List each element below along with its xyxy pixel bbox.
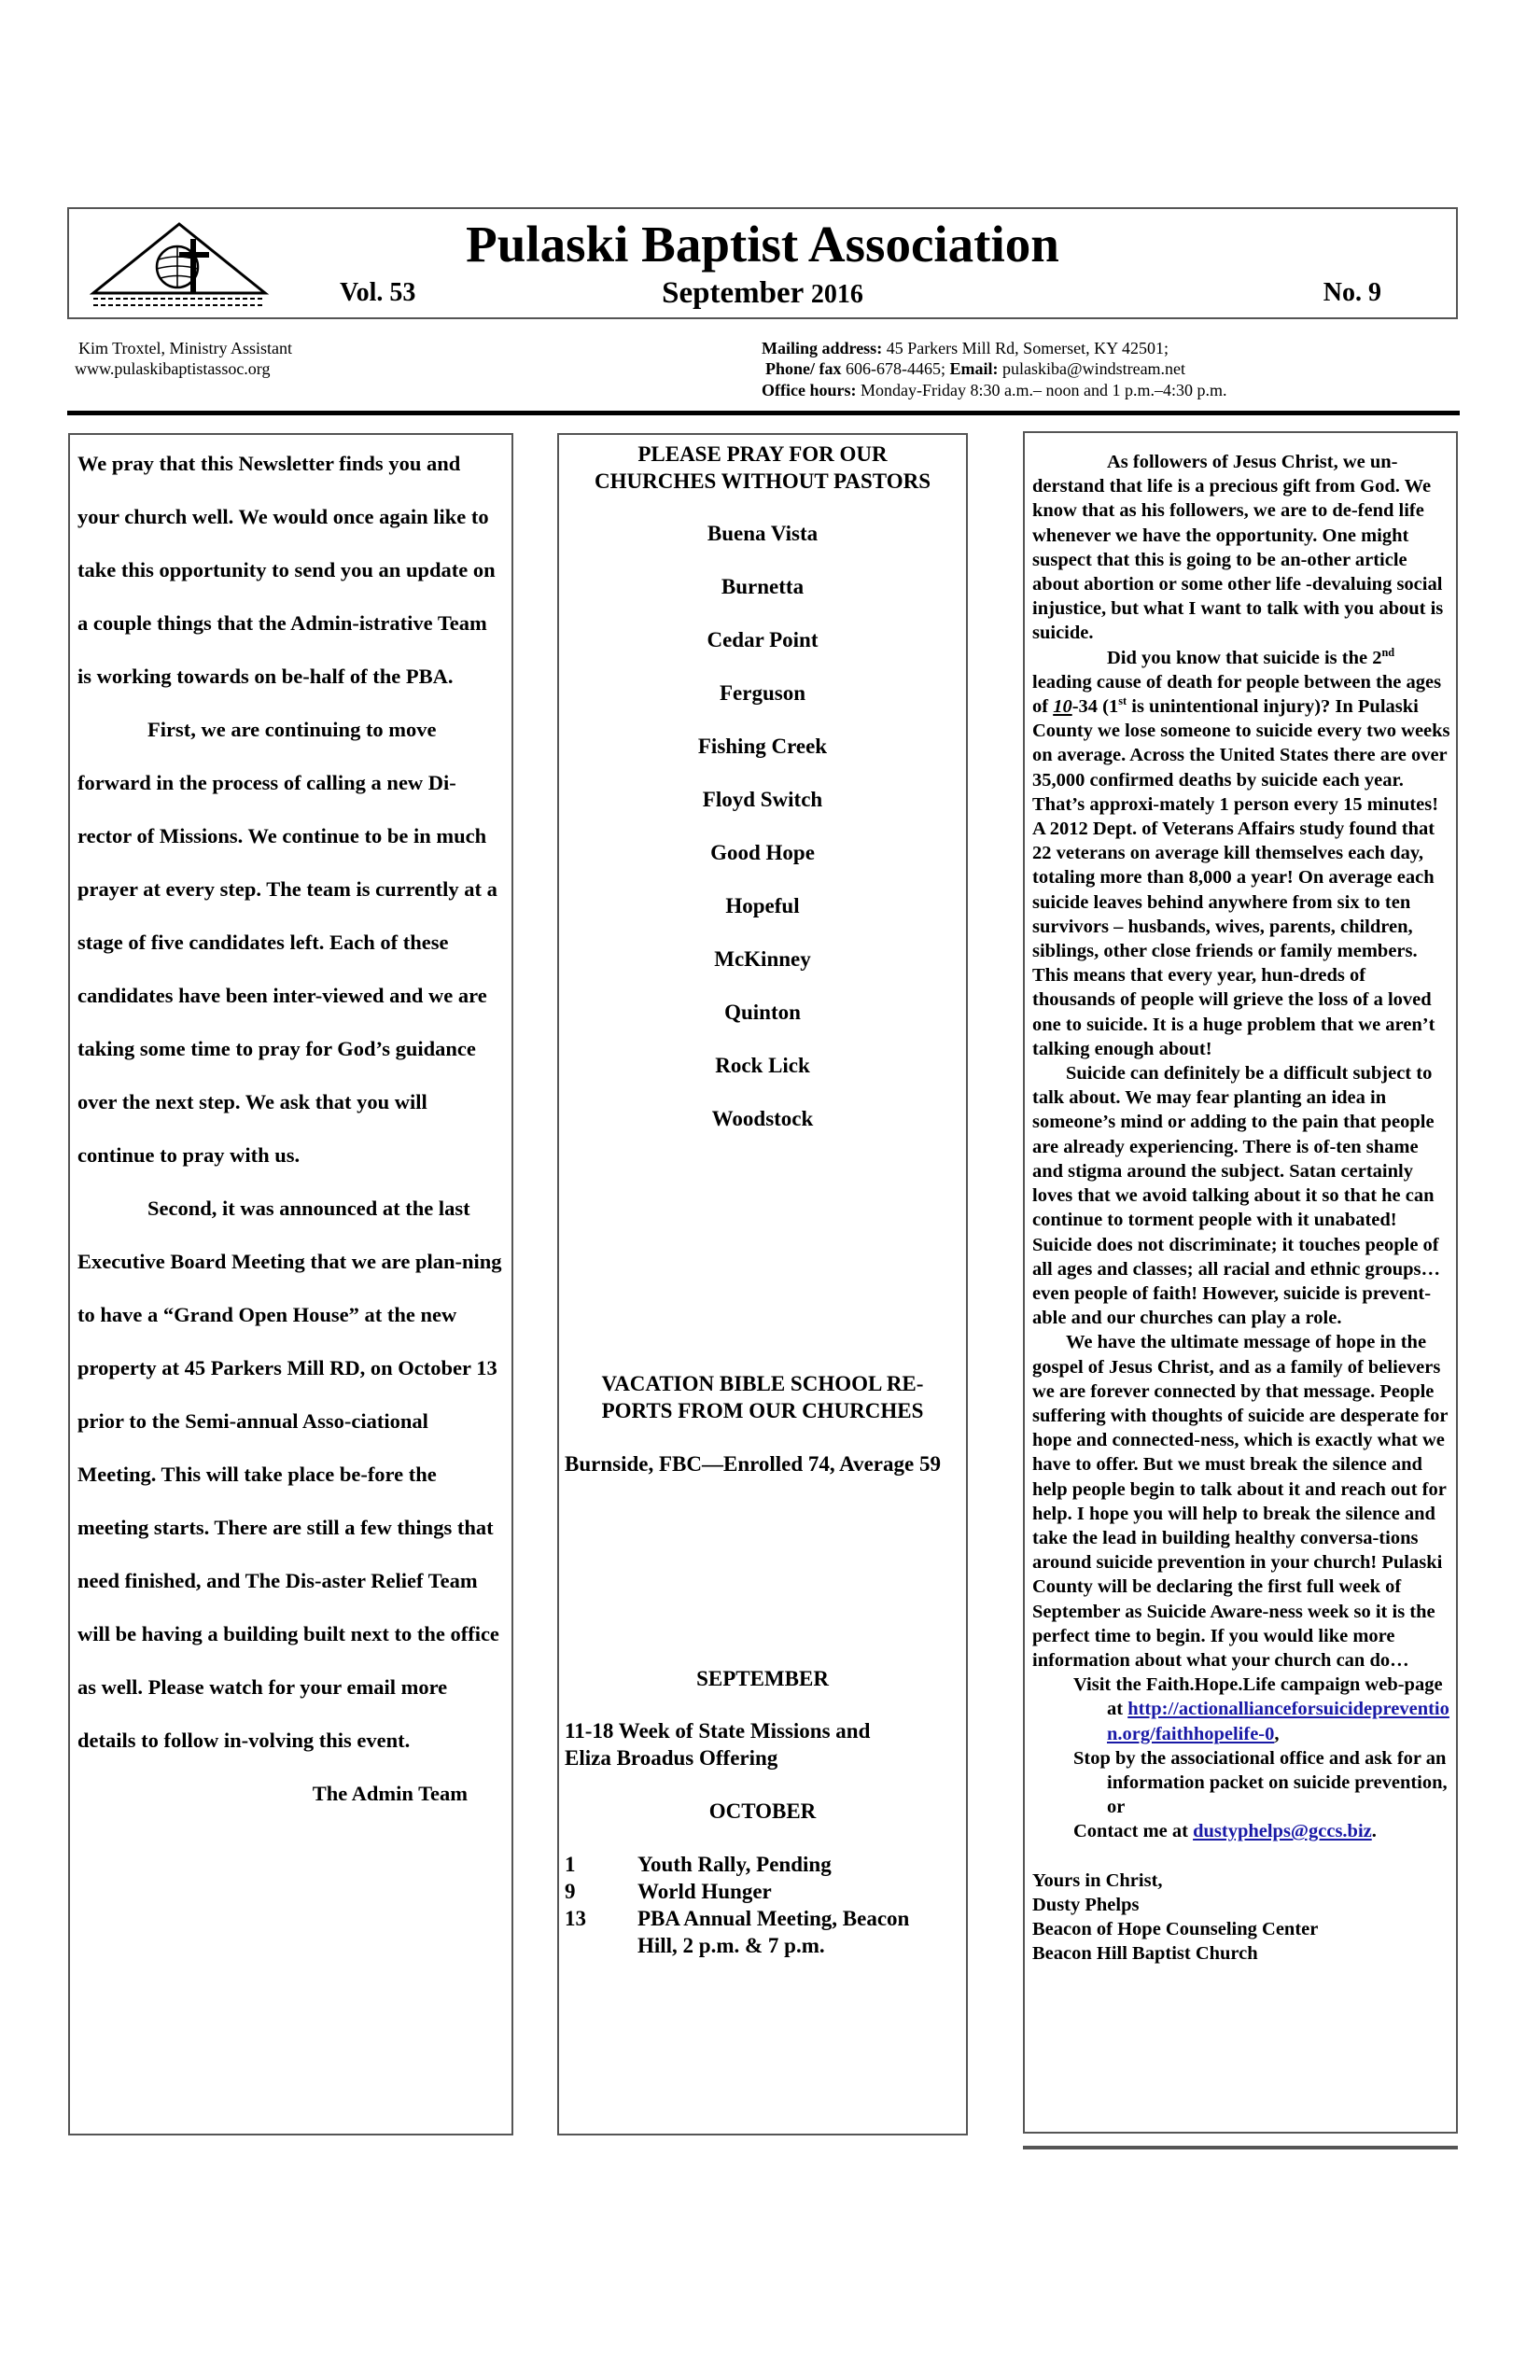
issue-number: No. 9 bbox=[1323, 278, 1381, 307]
event-day: 1 bbox=[565, 1853, 576, 1876]
pray-heading-line-1: PLEASE PRAY FOR OUR bbox=[637, 442, 888, 466]
action-item-1 bbox=[1032, 1673, 1450, 1746]
website[interactable]: www.pulaskibaptistassoc.org bbox=[75, 359, 271, 378]
issue-year: 2016 bbox=[810, 280, 863, 309]
ministry-assistant: Kim Troxtel, Ministry Assistant bbox=[78, 339, 293, 357]
event-name: Hill, 2 p.m. & 7 p.m. bbox=[637, 1934, 825, 1957]
p2-text-b: leading cause of death for people between the ages of bbox=[1032, 671, 1442, 718]
event-day: 13 bbox=[565, 1907, 586, 1930]
phone-value: 606-678-4465; bbox=[846, 359, 946, 378]
action-item-2: Stop by the associational office and ask for an information packet on suicide prevention, or bbox=[1073, 1747, 1448, 1818]
masthead bbox=[67, 207, 1458, 319]
issue-date bbox=[69, 276, 1456, 311]
october-event bbox=[565, 1932, 825, 1959]
vbs-heading-line-1: VACATION BIBLE SCHOOL RE- bbox=[601, 1372, 924, 1395]
church-item: McKinney bbox=[714, 947, 811, 971]
header-divider bbox=[67, 411, 1460, 415]
september-heading: SEPTEMBER bbox=[696, 1667, 829, 1690]
october-event bbox=[565, 1851, 832, 1878]
event-name: PBA Annual Meeting, Beacon bbox=[637, 1907, 910, 1930]
prayer-events-column bbox=[557, 433, 968, 2135]
church-item: Burnetta bbox=[721, 575, 805, 598]
mailing-label: Mailing address: bbox=[762, 339, 883, 357]
church-item: Rock Lick bbox=[715, 1054, 810, 1077]
signature-name: Dusty Phelps bbox=[1032, 1894, 1140, 1915]
church-item: Hopeful bbox=[725, 894, 800, 917]
pray-heading-line-2: CHURCHES WITHOUT PASTORS bbox=[594, 469, 931, 493]
church-item: Floyd Switch bbox=[702, 788, 823, 811]
event-name: Youth Rally, Pending bbox=[637, 1853, 832, 1876]
event-name: World Hunger bbox=[637, 1880, 772, 1903]
phone-email bbox=[765, 358, 1185, 379]
october-heading: OCTOBER bbox=[708, 1799, 817, 1823]
october-event bbox=[565, 1905, 909, 1932]
vbs-heading bbox=[559, 1370, 966, 1424]
suicide-awareness-article bbox=[1032, 450, 1450, 1966]
action-item-3 bbox=[1032, 1819, 1450, 1843]
vbs-report: Burnside, FBC—Enrolled 74, Average 59 bbox=[565, 1452, 941, 1476]
september-event-line-2: Eliza Broadus Offering bbox=[565, 1746, 778, 1770]
column-footer-rule bbox=[1023, 2146, 1458, 2149]
signature-org-1: Beacon of Hope Counseling Center bbox=[1032, 1918, 1319, 1939]
church-item: Ferguson bbox=[720, 681, 805, 705]
admin-paragraph-1: We pray that this Newsletter finds you and your church well. We would once again like to take this opportunity to send you an update on a couple things that the Admin-istrative Team is working towards on be-half of the PBA. bbox=[77, 452, 496, 688]
september-event-line-1: 11-18 Week of State Missions and bbox=[565, 1719, 871, 1743]
church-item: Fishing Creek bbox=[697, 735, 828, 758]
vbs-heading-line-2: PORTS FROM OUR CHURCHES bbox=[601, 1399, 924, 1422]
pray-heading bbox=[559, 441, 966, 495]
admin-paragraph-3: Second, it was announced at the last Executive Board Meeting that we are plan-ning to have a “Grand Open House” at the new property at 45 Parkers Mill RD, on October 13 prior to the Semi-annual Asso-ciational Meeting. This will take place be-fore the meeting starts. There are still a few things that need finished, and The Dis-aster Relief Team will be having a building built next to the office as well. Please watch for your email more details to follow in-volving this event. bbox=[77, 1197, 502, 1752]
church-item: Buena Vista bbox=[707, 522, 819, 545]
church-item: Cedar Point bbox=[707, 628, 819, 651]
office-hours bbox=[762, 380, 1226, 400]
church-item: Quinton bbox=[724, 1001, 801, 1024]
hours-value: Monday-Friday 8:30 a.m.– noon and 1 p.m.–4:30 p.m. bbox=[860, 381, 1227, 399]
church-item: Good Hope bbox=[710, 841, 815, 864]
p2-ages: 10 bbox=[1053, 696, 1072, 718]
admin-paragraph-2: First, we are continuing to move forward in the process of calling a new Di-rector of Missions. We continue to be in much prayer at every step. The team is currently at a stage of five candidates left. Each of these candidates have been inter-viewed and we are taking some time to pray for God’s guidance over the next step. We ask that you will continue to pray with us. bbox=[77, 718, 497, 1167]
hours-label: Office hours: bbox=[762, 381, 857, 399]
newsletter-title: Pulaski Baptist Association bbox=[466, 216, 1059, 273]
contact-email-link[interactable]: dustyphelps@gccs.biz bbox=[1193, 1821, 1372, 1842]
email-value[interactable]: pulaskiba@windstream.net bbox=[1002, 359, 1186, 378]
p2-text-c: -34 (1 bbox=[1071, 696, 1119, 718]
issue-month: September bbox=[662, 276, 804, 310]
action-item-3-text: Contact me at bbox=[1073, 1821, 1194, 1842]
closing: Yours in Christ, bbox=[1032, 1869, 1163, 1891]
event-day: 9 bbox=[565, 1880, 576, 1903]
article-paragraph-3: Suicide can definitely be a difficult subject to talk about. We may fear planting an idea in someone’s mind or adding to the pain that people are already experiencing. There is of-ten shame and stigma around the subject. Satan certainly loves that we avoid talking about it so that he can continue to torment people with it unabated! Suicide does not discriminate; it touches people of all ages and classes; all racial and ethnic groups…even people of faith! However, suicide is prevent-able and our churches can play a role. bbox=[1032, 1063, 1440, 1329]
october-event bbox=[565, 1878, 772, 1905]
signature-org-2: Beacon Hill Baptist Church bbox=[1032, 1943, 1258, 1965]
article-paragraph-2 bbox=[1032, 646, 1450, 1061]
article-paragraph-1: As followers of Jesus Christ, we un-derstand that life is a precious gift from God. We know that as his followers, we are to de-fend life whenever we have the opportunity. One might suspect that this is going to be an-other article about abortion or some other life -devaluing social injustice, but what I want to talk with you about is suicide. bbox=[1032, 452, 1444, 644]
mailing-address bbox=[762, 338, 1169, 358]
faith-hope-life-link[interactable]: http://actionallianceforsuicideprevention.org/faithhopelife-0 bbox=[1107, 1699, 1449, 1744]
p2-superscript-1: nd bbox=[1381, 645, 1395, 659]
phone-label: Phone/ fax bbox=[765, 359, 842, 378]
email-label: Email: bbox=[949, 359, 999, 378]
admin-update-text bbox=[77, 437, 505, 1820]
article-paragraph-4: We have the ultimate message of hope in the gospel of Jesus Christ, and as a family of believers we are forever connected by that message. People suffering with thoughts of suicide are desperate for hope and connected-ness, which is exactly what we have to offer. But we must break the silence and help people begin to talk about it and reach out for help. I hope you will help to break the silence and take the lead in building healthy conversa-tions around suicide prevention in your church! Pulaski County will be declaring the first full week of September as Suicide Aware-ness week so it is the perfect time to begin. If you would like more information about what your church can do… bbox=[1032, 1332, 1449, 1671]
admin-update-column bbox=[68, 433, 513, 2135]
action-item-1-text: Visit the Faith.Hope.Life campaign web-page at bbox=[1073, 1674, 1443, 1720]
p2-text-d: is unintentional injury)? In Pulaski County we lose someone to suicide every two weeks on average. Across the United States there are over 35,000 confirmed deaths by suicide each year. That’s approxi-mately 1 person every 15 minutes! A 2012 Dept. of Veterans Affairs study found that 22 veterans on average kill themselves each day, totaling more than 8,000 a year! On average each suicide leaves behind anywhere from six to ten survivors – husbands, wives, parents, children, siblings, other close friends or family members. This means that every year, hun-dreds of thousands of people will grieve the loss of a loved one to suicide. It is a huge problem that we aren’t talking enough about! bbox=[1032, 696, 1450, 1059]
p2-text-a: Did you know that suicide is the 2 bbox=[1107, 647, 1382, 668]
p2-superscript-2: st bbox=[1118, 694, 1127, 708]
volume-number: Vol. 53 bbox=[340, 278, 416, 307]
mailing-value: 45 Parkers Mill Rd, Somerset, KY 42501; bbox=[886, 339, 1169, 357]
admin-signoff: The Admin Team bbox=[312, 1782, 468, 1805]
action-item-1-end: , bbox=[1274, 1723, 1280, 1744]
suicide-awareness-column bbox=[1023, 431, 1458, 2134]
church-item: Woodstock bbox=[711, 1107, 814, 1130]
action-item-3-end: . bbox=[1371, 1821, 1377, 1842]
